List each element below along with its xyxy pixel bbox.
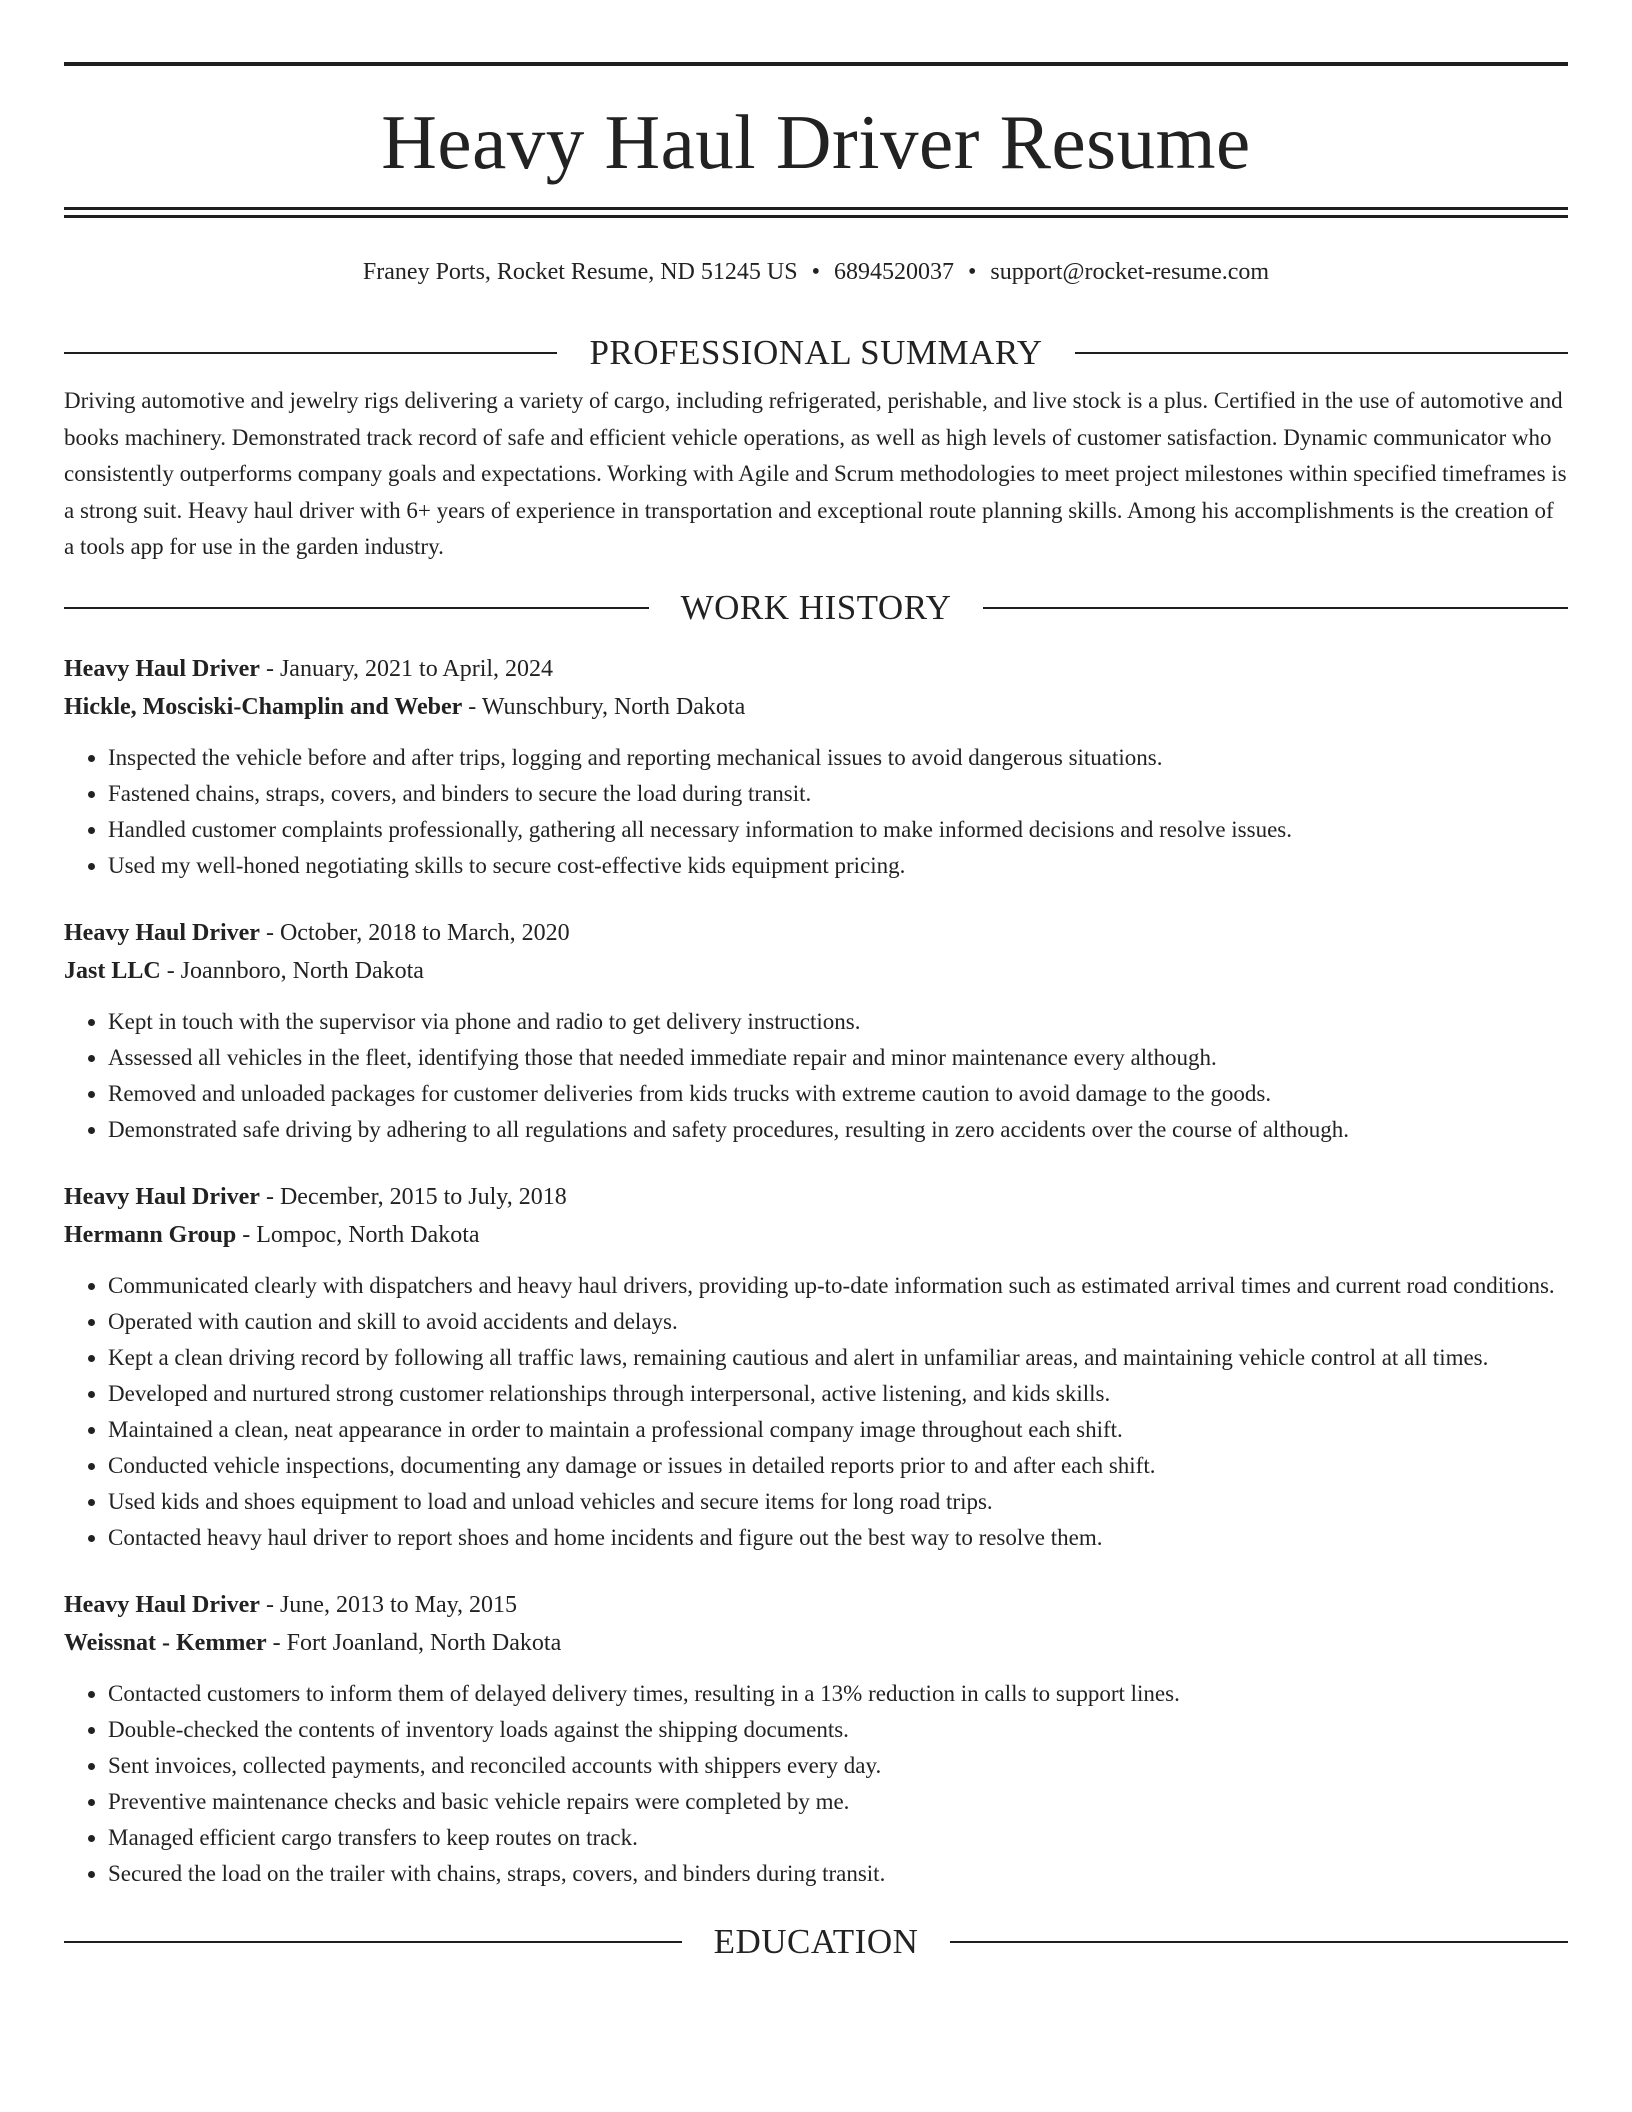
job-company: Hermann Group [64, 1221, 237, 1248]
job-title: Heavy Haul Driver [64, 655, 260, 682]
job-duty-item: • Contacted customers to inform them of delayed delivery times, resulting in a 13% reduction in calls to support lines. [108, 1676, 1568, 1712]
work-history-section-heading [64, 588, 1568, 628]
job-location: - Joannboro, North Dakota [160, 957, 424, 984]
job-entry [64, 914, 1568, 1148]
job-duty-item: • Managed efficient cargo transfers to keep routes on track. [108, 1820, 1568, 1856]
job-entry [64, 1586, 1568, 1892]
job-duty-item: • Demonstrated safe driving by adhering to all regulations and safety procedures, resulting in zero accidents over the course of although. [108, 1112, 1568, 1148]
job-title-line [64, 914, 1568, 952]
job-title-line [64, 1586, 1568, 1624]
job-entry [64, 650, 1568, 884]
job-dates: - October, 2018 to March, 2020 [259, 919, 570, 946]
contact-email: support@rocket-resume.com [990, 259, 1270, 285]
job-company-line [64, 952, 1568, 990]
job-duties-list [64, 1268, 1568, 1556]
job-company: Hickle, Mosciski-Champlin and Weber [64, 693, 463, 720]
job-duty-item: • Removed and unloaded packages for customer deliveries from kids trucks with extreme caution to avoid damage to the goods. [108, 1076, 1568, 1112]
professional-summary-text: Driving automotive and jewelry rigs delivering a variety of cargo, including refrigerated, perishable, and live stock is a plus. Certified in the use of automotive and books machinery. Demonstrated track record of safe and efficient vehicle operations, as well as high levels of customer satisfaction. Dynamic communicator who consistently outperforms company goals and expectations. Working with Agile and Scrum methodologies to meet project milestones within specified timeframes is a strong suit. Heavy haul driver with 6+ years of experience in transportation and exceptional route planning skills. Among his accomplishments is the creation of a tools app for use in the garden industry. [64, 388, 1567, 559]
job-duty-item: • Secured the load on the trailer with chains, straps, covers, and binders during transit. [108, 1856, 1568, 1892]
job-dates: - December, 2015 to July, 2018 [259, 1183, 567, 1210]
job-duty-item: • Operated with caution and skill to avoid accidents and delays. [108, 1304, 1568, 1340]
job-duty-item: • Assessed all vehicles in the fleet, identifying those that needed immediate repair and minor maintenance every although. [108, 1040, 1568, 1076]
job-company-line [64, 1216, 1568, 1254]
heading-rule-right [983, 607, 1568, 609]
job-title-line [64, 1178, 1568, 1216]
summary-heading-label: PROFESSIONAL SUMMARY [589, 333, 1043, 372]
resume-title: Heavy Haul Driver Resume [381, 99, 1251, 185]
job-duties-list [64, 1676, 1568, 1892]
job-duties-list [64, 740, 1568, 884]
header-top-rule [64, 62, 1568, 66]
job-duty-item: • Sent invoices, collected payments, and reconciled accounts with shippers every day. [108, 1748, 1568, 1784]
job-location: - Fort Joanland, North Dakota [266, 1629, 562, 1656]
education-heading-label: EDUCATION [713, 1921, 919, 1961]
job-duty-item: • Contacted heavy haul driver to report shoes and home incidents and figure out the best way to resolve them. [108, 1520, 1568, 1556]
summary-section-heading [64, 333, 1568, 373]
job-duty-item: • Kept a clean driving record by following all traffic laws, remaining cautious and alert in unfamiliar areas, and maintaining vehicle control at all times. [108, 1340, 1568, 1376]
job-duty-item: • Preventive maintenance checks and basic vehicle repairs were completed by me. [108, 1784, 1568, 1820]
heading-rule-left [64, 352, 557, 354]
job-duties-list [64, 1004, 1568, 1148]
job-duty-item: • Conducted vehicle inspections, documenting any damage or issues in detailed reports prior to and after each shift. [108, 1448, 1568, 1484]
job-title-line [64, 650, 1568, 688]
education-section-heading [64, 1922, 1568, 1962]
work-history-list [64, 650, 1568, 1892]
job-entry [64, 1178, 1568, 1556]
job-duty-item: • Communicated clearly with dispatchers and heavy haul drivers, providing up-to-date information such as estimated arrival times and current road conditions. [108, 1268, 1568, 1304]
contact-separator: • [967, 259, 977, 285]
job-company: Jast LLC [64, 957, 161, 984]
job-duty-item: • Handled customer complaints professionally, gathering all necessary information to make informed decisions and resolve issues. [108, 812, 1568, 848]
header-double-rule [64, 207, 1568, 218]
contact-line [64, 255, 1568, 289]
job-company-line [64, 1624, 1568, 1662]
job-duty-item: • Used my well-honed negotiating skills to secure cost-effective kids equipment pricing. [108, 848, 1568, 884]
work-history-heading-label: WORK HISTORY [680, 587, 952, 627]
job-duty-item: • Maintained a clean, neat appearance in order to maintain a professional company image throughout each shift. [108, 1412, 1568, 1448]
job-duty-item: • Kept in touch with the supervisor via phone and radio to get delivery instructions. [108, 1004, 1568, 1040]
job-duty-item: • Inspected the vehicle before and after trips, logging and reporting mechanical issues to avoid dangerous situations. [108, 740, 1568, 776]
job-company-line [64, 688, 1568, 726]
job-location: - Wunschbury, North Dakota [462, 693, 746, 720]
heading-rule-right [1075, 352, 1568, 354]
job-duty-item: • Double-checked the contents of inventory loads against the shipping documents. [108, 1712, 1568, 1748]
contact-separator: • [811, 259, 820, 285]
contact-phone: 6894520037 [833, 259, 954, 285]
job-duty-item: • Used kids and shoes equipment to load and unload vehicles and secure items for long road trips. [108, 1484, 1568, 1520]
contact-address: Franey Ports, Rocket Resume, ND 51245 US [362, 259, 798, 285]
job-duty-item: • Fastened chains, straps, covers, and binders to secure the load during transit. [108, 776, 1568, 812]
heading-rule-left [64, 607, 649, 609]
heading-rule-right [950, 1941, 1568, 1943]
resume-page [64, 62, 1568, 1962]
job-duty-item: • Developed and nurtured strong customer relationships through interpersonal, active listening, and kids skills. [108, 1376, 1568, 1412]
job-company: Weissnat - Kemmer [64, 1629, 267, 1656]
job-title: Heavy Haul Driver [64, 1183, 260, 1210]
job-title: Heavy Haul Driver [64, 1591, 260, 1618]
heading-rule-left [64, 1941, 682, 1943]
job-title: Heavy Haul Driver [64, 919, 260, 946]
job-dates: - January, 2021 to April, 2024 [259, 655, 554, 682]
job-location: - Lompoc, North Dakota [236, 1221, 480, 1248]
job-dates: - June, 2013 to May, 2015 [259, 1591, 518, 1618]
